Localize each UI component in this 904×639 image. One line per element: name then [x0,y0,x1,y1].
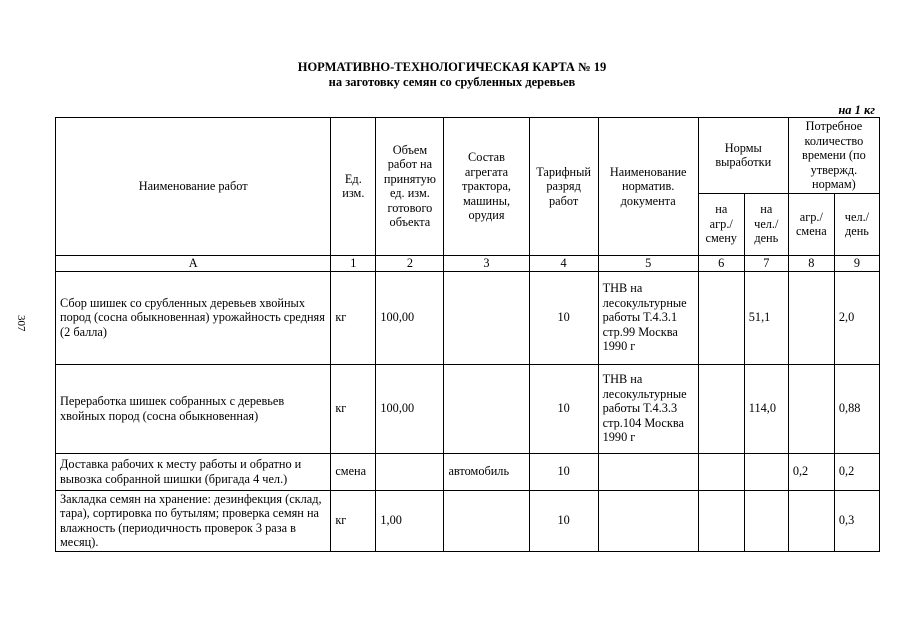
doc-cell: ТНВ на лесокультурные работы Т.4.3.1 стр.99 Москва 1990 г [598,271,698,364]
page-number: 307 [15,315,27,332]
unit-cell: смена [331,453,376,490]
column-number: 3 [444,255,529,271]
doc-cell [598,490,698,551]
doc-cell: ТНВ на лесокультурные работы Т.4.3.3 стр.104 Москва 1990 г [598,364,698,453]
column-number: 2 [376,255,444,271]
work-name-cell: Доставка рабочих к месту работы и обратно и вывозка собранной шишки (бригада 4 чел.) [56,453,331,490]
header-per-person-day: на чел./ день [744,193,788,255]
header-composition: Состав агрегата трактора, машины, орудия [444,118,529,256]
header-time-needed: Потребное количество времени (по утвержд. нормам) [788,118,879,194]
norm-unit-shift-cell [698,364,744,453]
unit-cell: кг [331,490,376,551]
unit-cell: кг [331,364,376,453]
header-normative-doc: Наименование норматив. документа [598,118,698,256]
composition-cell: автомобиль [444,453,529,490]
norm-unit-shift-cell [698,490,744,551]
doc-cell [598,453,698,490]
tariff-cell: 10 [529,271,598,364]
norm-person-day-cell: 114,0 [744,364,788,453]
tariff-cell: 10 [529,453,598,490]
header-unit: Ед. изм. [331,118,376,256]
volume-cell [376,453,444,490]
work-name-cell: Переработка шишек собранных с деревьев хвойных пород (сосна обыкновенная) [56,364,331,453]
column-number: 6 [698,255,744,271]
time-person-day-cell: 0,3 [834,490,879,551]
column-number-row [56,255,880,271]
column-number: А [56,255,331,271]
table-row [56,490,880,551]
norm-person-day-cell [744,490,788,551]
time-unit-shift-cell: 0,2 [788,453,834,490]
tariff-cell: 10 [529,490,598,551]
table-row [56,453,880,490]
volume-cell: 1,00 [376,490,444,551]
header-tariff: Тарифный разряд работ [529,118,598,256]
header-volume: Объем работ на принятую ед. изм. готового объекта [376,118,444,256]
volume-cell: 100,00 [376,271,444,364]
time-person-day-cell: 0,2 [834,453,879,490]
norm-person-day-cell: 51,1 [744,271,788,364]
volume-cell: 100,00 [376,364,444,453]
composition-cell [444,271,529,364]
title-line-1: НОРМАТИВНО-ТЕХНОЛОГИЧЕСКАЯ КАРТА № 19 [297,60,607,74]
column-number: 1 [331,255,376,271]
norm-person-day-cell [744,453,788,490]
time-unit-shift-cell [788,271,834,364]
column-number: 4 [529,255,598,271]
work-name-cell: Сбор шишек со срубленных деревьев хвойных пород (сосна обыкновенная) урожайность средняя (2 балла) [56,271,331,364]
norm-unit-shift-cell [698,271,744,364]
unit-note: на 1 кг [838,103,875,117]
table-row [56,364,880,453]
column-number: 9 [834,255,879,271]
work-name-cell: Закладка семян на хранение: дезинфекция (склад, тара), сортировка по бутылям; проверка семян на влажность (периодичность проверок 3 раза в месяц). [56,490,331,551]
header-output-norms: Нормы выработки [698,118,788,194]
unit-cell: кг [331,271,376,364]
norm-unit-shift-cell [698,453,744,490]
column-number: 5 [598,255,698,271]
time-unit-shift-cell [788,364,834,453]
document-title [0,60,904,90]
time-unit-shift-cell [788,490,834,551]
header-work-name: Наименование работ [56,118,331,256]
title-line-2: на заготовку семян со срубленных деревьев [328,75,576,89]
header-unit-shift: агр./ смена [788,193,834,255]
time-person-day-cell: 2,0 [834,271,879,364]
composition-cell [444,490,529,551]
table-row [56,271,880,364]
header-per-unit-shift: на агр./ смену [698,193,744,255]
header-person-day: чел./ день [834,193,879,255]
column-number: 7 [744,255,788,271]
composition-cell [444,364,529,453]
norm-table [55,117,880,552]
tariff-cell: 10 [529,364,598,453]
column-number: 8 [788,255,834,271]
time-person-day-cell: 0,88 [834,364,879,453]
